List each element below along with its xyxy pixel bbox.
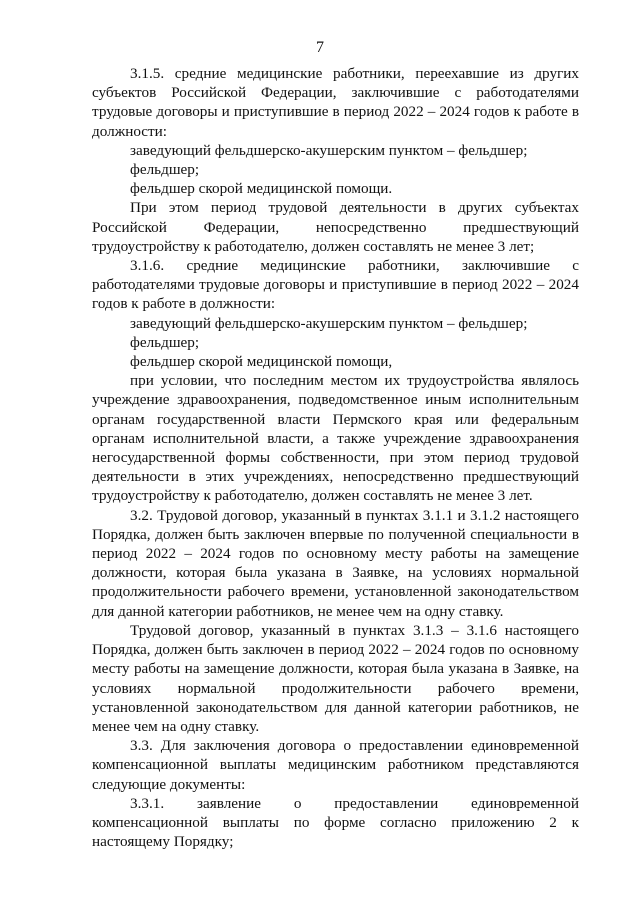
page-number: 7 bbox=[316, 39, 324, 56]
document-body bbox=[92, 64, 579, 851]
paragraph-3-2-contract: Трудовой договор, указанный в пунктах 3.1.3 – 3.1.6 настоящего Порядка, должен быть заключен в период 2022 – 2024 годов по основному месту работы на замещение должности, которая была указана в Заявке, на условиях нормальной продолжительности рабочего времени, установленной законодательством для данной категории работников, не менее чем на одну ставку. bbox=[92, 621, 579, 735]
paragraph-3-2: 3.2. Трудовой договор, указанный в пунктах 3.1.1 и 3.1.2 настоящего Порядка, должен быть заключен впервые по полученной специальности в период 2022 – 2024 годов по основному месту работы на замещение должности, которая была указана в Заявке, на условиях нормальной продолжительности рабочего времени, установленной законодательством для данной категории работников, не менее чем на одну ставку. bbox=[92, 506, 579, 620]
position-item: фельдшер скорой медицинской помощи, bbox=[130, 353, 393, 371]
paragraph-condition: при условии, что последним местом их трудоустройства являлось учреждение здравоохранения, подведомственное иным исполнительным органам государственной власти Пермского края или федеральным органам исполнительной власти, а также учреждение здравоохранения негосударственной формы собственности, при этом период трудовой деятельности в этих учреждениях, непосредственно предшествующий трудоустройству к работодателю, должен составлять не менее 3 лет. bbox=[92, 372, 579, 505]
position-item: заведующий фельдшерско-акушерским пунктом – фельдшер; bbox=[130, 314, 528, 332]
paragraph-3-1-5: 3.1.5. средние медицинские работники, переехавшие из других субъектов Российской Федерации, заключившие с работодателями трудовые договоры и приступившие в период 2022 – 2024 годов к работе в должности: bbox=[92, 65, 579, 140]
paragraph-period-requirement: При этом период трудовой деятельности в других субъектах Российской Федерации, непосредственно предшествующий трудоустройству к работодателю, должен составлять не менее 3 лет; bbox=[92, 199, 579, 255]
paragraph-3-3-1: 3.3.1. заявление о предоставлении единовременной компенсационной выплаты по форме согласно приложению 2 к настоящему Порядку; bbox=[92, 794, 579, 851]
paragraph-3-1-6: 3.1.6. средние медицинские работники, заключившие с работодателями трудовые договоры и приступившие в период 2022 – 2024 годов к работе в должности: bbox=[92, 257, 579, 313]
paragraph-3-3: 3.3. Для заключения договора о предоставлении единовременной компенсационной выплаты медицинским работником представляются следующие документы: bbox=[92, 737, 579, 793]
position-item: фельдшер; bbox=[130, 161, 200, 179]
position-item: фельдшер; bbox=[130, 333, 200, 351]
position-item: фельдшер скорой медицинской помощи. bbox=[130, 180, 393, 198]
position-item: заведующий фельдшерско-акушерским пунктом – фельдшер; bbox=[130, 141, 528, 159]
